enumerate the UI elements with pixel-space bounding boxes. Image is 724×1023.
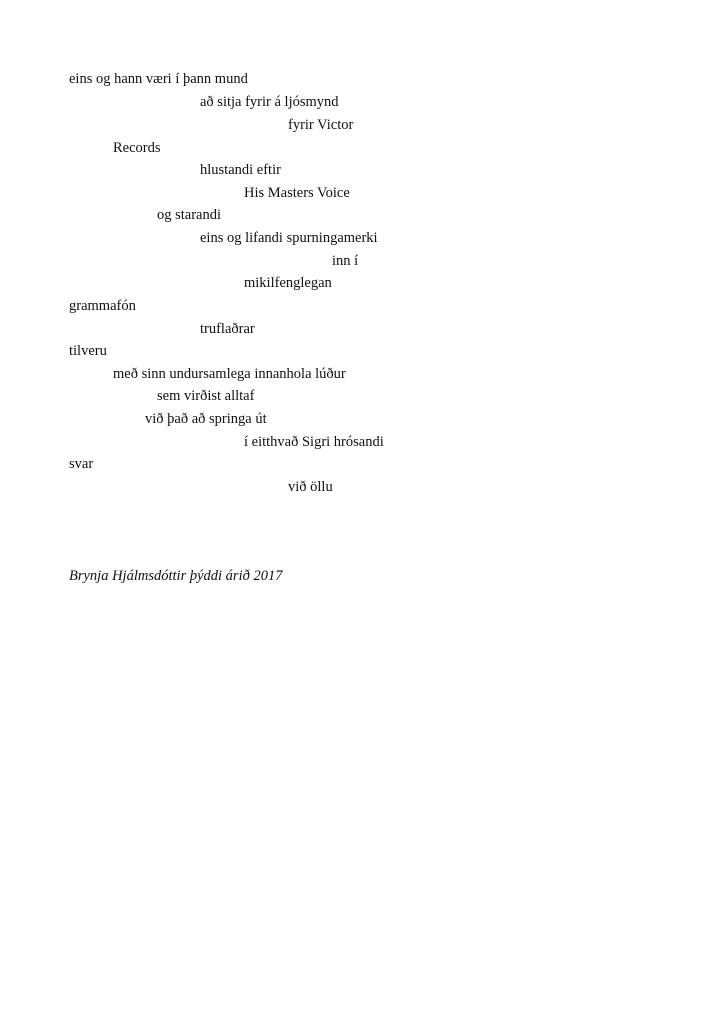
poem-line: truflaðrar	[200, 321, 255, 337]
poem-line: við það að springa út	[145, 411, 267, 427]
poem-line: grammafón	[69, 298, 136, 314]
poem-line: fyrir Victor	[288, 117, 354, 133]
poem-line: í eitthvað Sigri hrósandi	[244, 434, 384, 450]
poem-line: með sinn undursamlega innanhola lúður	[113, 366, 346, 382]
poem-line: inn í	[332, 253, 359, 269]
poem-line: eins og hann væri í þann mund	[69, 71, 248, 87]
poem-line: við öllu	[288, 479, 333, 495]
poem-line: mikilfenglegan	[244, 275, 332, 291]
poem-line: His Masters Voice	[244, 185, 350, 201]
poem-line: sem virðist alltaf	[157, 388, 255, 404]
poem-line: tilveru	[69, 343, 107, 359]
poem-line: að sitja fyrir á ljósmynd	[200, 94, 339, 110]
poem-line: eins og lifandi spurningamerki	[200, 230, 378, 246]
poem-line: og starandi	[157, 207, 222, 223]
poem-line: Records	[113, 140, 161, 156]
poem-line: svar	[69, 456, 94, 472]
translator-credit: Brynja Hjálmsdóttir þýddi árið 2017	[69, 568, 283, 584]
poem-line: hlustandi eftir	[200, 162, 281, 178]
